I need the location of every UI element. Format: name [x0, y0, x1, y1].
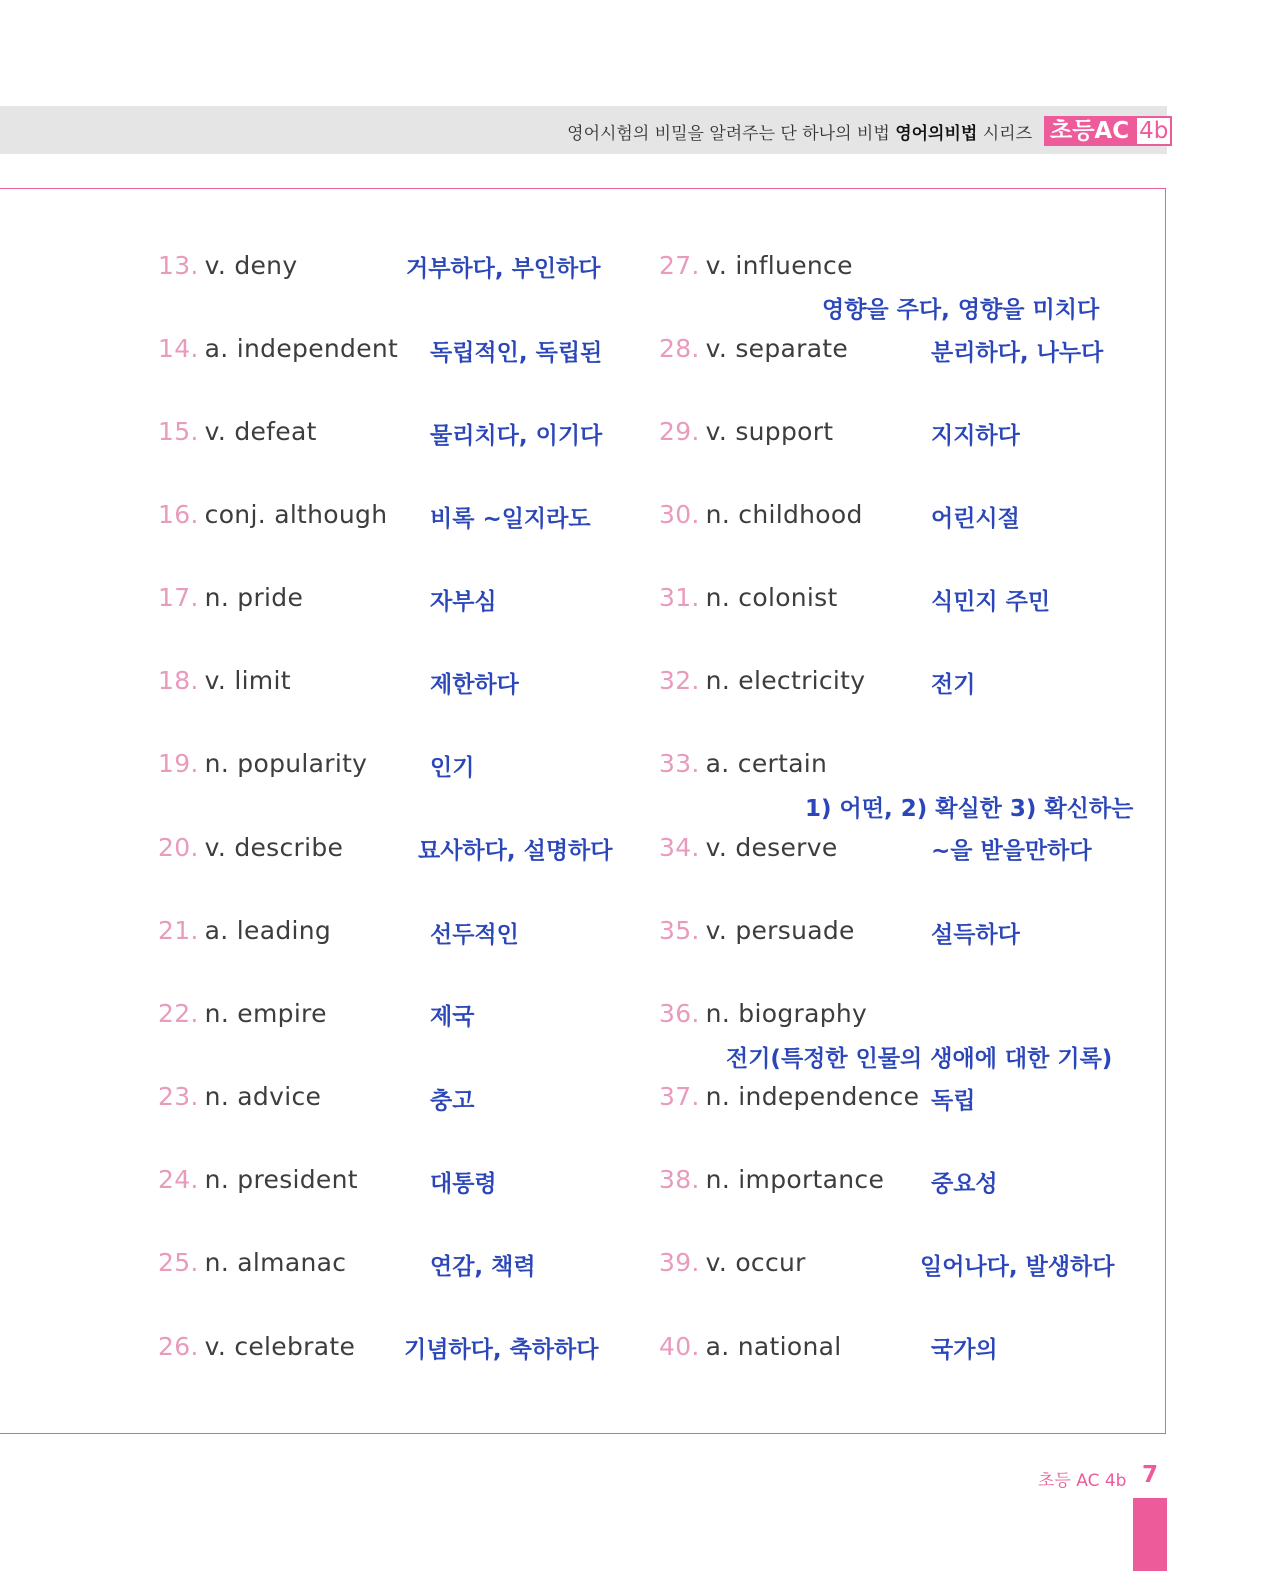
vocab-word: 13. v. deny	[158, 251, 298, 280]
vocab-meaning: 국가의	[931, 1337, 998, 1363]
vocab-word: 27. v. influence	[659, 251, 853, 280]
vocab-meaning: 중요성	[931, 1171, 998, 1197]
vocab-word: 39. v. occur	[659, 1248, 806, 1277]
vocab-word: 31. n. colonist	[659, 583, 838, 612]
vocab-meaning: 연감, 책력	[430, 1254, 536, 1280]
vocab-meaning: 묘사하다, 설명하다	[418, 838, 613, 864]
brand-level: 4b	[1135, 116, 1172, 146]
vocab-meaning: 분리하다, 나누다	[931, 340, 1104, 366]
vocab-word: 15. v. defeat	[158, 417, 317, 446]
series-suffix: 시리즈	[982, 124, 1032, 144]
vocab-word: 17. n. pride	[158, 583, 304, 612]
vocab-meaning: 지지하다	[931, 423, 1020, 449]
vocab-word: 28. v. separate	[659, 334, 849, 363]
vocab-word: 29. v. support	[659, 417, 834, 446]
vocab-word: 34. v. deserve	[659, 833, 838, 862]
vocab-meaning: 물리치다, 이기다	[430, 423, 603, 449]
vocab-word: 32. n. electricity	[659, 666, 866, 695]
vocab-word: 16. conj. although	[158, 500, 388, 529]
vocab-meaning: 자부심	[430, 589, 497, 615]
vocab-meaning: 기념하다, 축하하다	[404, 1337, 599, 1363]
brand-main: 초등AC	[1044, 116, 1135, 146]
vocab-word: 24. n. president	[158, 1165, 358, 1194]
vocab-word: 19. n. popularity	[158, 749, 368, 778]
vocab-meaning: 제국	[430, 1004, 475, 1030]
vocab-meaning: 전기	[931, 672, 976, 698]
vocab-meaning: 전기(특정한 인물의 생애에 대한 기록)	[726, 1046, 1113, 1072]
vocab-word: 38. n. importance	[659, 1165, 885, 1194]
vocab-meaning: 식민지 주민	[931, 589, 1051, 615]
vocab-meaning: 거부하다, 부인하다	[406, 256, 601, 282]
vocab-word: 30. n. childhood	[659, 500, 863, 529]
footer-label: 초등 AC 4b	[1038, 1471, 1127, 1491]
vocab-word: 20. v. describe	[158, 833, 344, 862]
vocab-word: 21. a. leading	[158, 916, 332, 945]
page-number: 7	[1142, 1462, 1159, 1488]
vocab-meaning: 영향을 주다, 영향을 미치다	[822, 297, 1100, 323]
series-prefix: 영어시험의 비밀을 알려주는 단 하나의 비법	[567, 124, 890, 144]
series-title	[567, 119, 1032, 144]
vocab-word: 22. n. empire	[158, 999, 327, 1028]
vocab-meaning: 인기	[430, 755, 475, 781]
vocab-word: 14. a. independent	[158, 334, 399, 363]
vocab-word: 37. n. independence	[659, 1082, 920, 1111]
vocab-word: 26. v. celebrate	[158, 1332, 356, 1361]
vocab-meaning: 독립	[931, 1088, 976, 1114]
vocab-word: 33. a. certain	[659, 749, 828, 778]
vocab-word: 25. n. almanac	[158, 1248, 347, 1277]
vocab-word: 18. v. limit	[158, 666, 291, 695]
vocab-meaning: 독립적인, 독립된	[430, 340, 603, 366]
vocab-meaning: 충고	[430, 1088, 475, 1114]
vocab-meaning: ~을 받을만하다	[931, 838, 1092, 864]
vocab-word: 23. n. advice	[158, 1082, 322, 1111]
vocab-meaning: 1) 어떤, 2) 확실한 3) 확신하는	[805, 796, 1134, 822]
vocab-meaning: 선두적인	[430, 922, 519, 948]
vocab-meaning: 제한하다	[430, 672, 519, 698]
vocab-meaning: 대통령	[430, 1171, 497, 1197]
vocab-word: 36. n. biography	[659, 999, 868, 1028]
vocab-word: 35. v. persuade	[659, 916, 855, 945]
vocab-meaning: 설득하다	[931, 922, 1020, 948]
series-name: 영어의비법	[895, 124, 978, 144]
vocab-meaning: 비록 ~일지라도	[430, 506, 591, 532]
vocab-word: 40. a. national	[659, 1332, 842, 1361]
vocab-meaning: 일어나다, 발생하다	[920, 1254, 1115, 1280]
vocab-meaning: 어린시절	[931, 506, 1020, 532]
brand-logo	[1044, 116, 1172, 146]
page-tab-decoration	[1133, 1498, 1167, 1571]
